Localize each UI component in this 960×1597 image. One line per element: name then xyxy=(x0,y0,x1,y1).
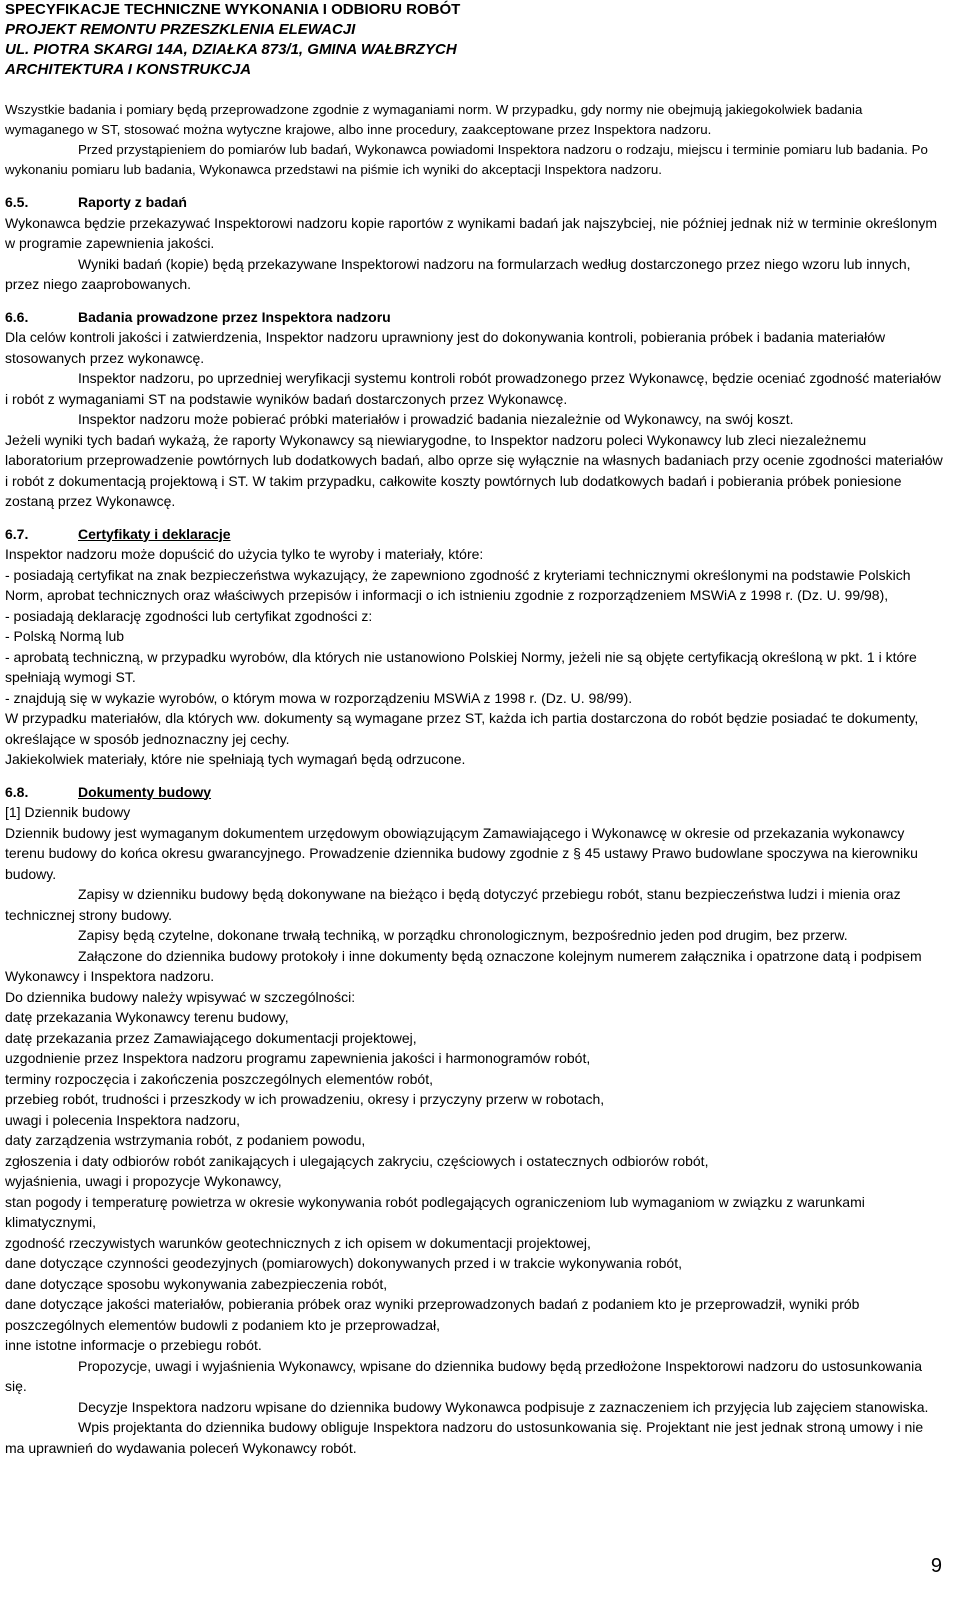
list-line: - aprobatą techniczną, w przypadku wyrobów, dla których nie ustanowiono Polskiej Normy, jeżeli nie są objęte certyfikacją określoną w pkt. 1 i które spełniają wymogi ST. xyxy=(5,648,917,685)
paragraph: Załączone do dziennika budowy protokoły i inne dokumenty będą oznaczone kolejnym numerem załącznika i opatrzone datą i podpisem Wykonawcy i Inspektora nadzoru. xyxy=(5,947,922,984)
list-item: zgłoszenia i daty odbiorów robót zanikających i ulegających zakryciu, częściowych i ostatecznych odbiorów robót, xyxy=(5,1152,709,1169)
list-item: dane dotyczące sposobu wykonywania zabezpieczenia robót, xyxy=(5,1275,388,1292)
section-title: Badania prowadzone przez Inspektora nadzoru xyxy=(78,308,391,325)
header-address: UL. PIOTRA SKARGI 14A, DZIAŁKA 873/1, GMINA WAŁBRZYCH xyxy=(5,41,457,58)
list-intro: Do dziennika budowy należy wpisywać w szczególności: xyxy=(5,988,356,1005)
list-line: - posiadają deklarację zgodności lub certyfikat zgodności z: xyxy=(5,607,373,624)
list-item: zgodność rzeczywistych warunków geotechnicznych z ich opisem w dokumentacji projektowej, xyxy=(5,1234,591,1251)
list-line: - Polską Normą lub xyxy=(5,628,125,644)
list-item: dane dotyczące czynności geodezyjnych (pomiarowych) dokonywanych przed i w trakcie wykonywania robót, xyxy=(5,1255,682,1271)
paragraph: Dla celów kontroli jakości i zatwierdzenia, Inspektor nadzoru uprawniony jest do dokonywania kontroli, pobierania próbek i badania materiałów stosowanych przez wykonawcę. xyxy=(5,329,886,366)
section-title: Raporty z badań xyxy=(78,194,187,210)
list-item: datę przekazania przez Zamawiającego dokumentacji projektowej, xyxy=(5,1029,417,1046)
section-number: 6.8. xyxy=(5,783,29,800)
list-line: W przypadku materiałów, dla których ww. dokumenty są wymagane przez ST, każda ich partia dostarczona do robót będzie posiadać te dokumenty, określające w sposób jednoznaczny jej cechy. xyxy=(5,710,919,747)
page-number: 9 xyxy=(930,1555,942,1577)
paragraph: Zapisy w dzienniku budowy będą dokonywane na bieżąco i będą dotyczyć przebiegu robót, stanu bezpieczeństwa ludzi i mienia oraz technicznej strony budowy. xyxy=(5,886,901,923)
paragraph: Wpis projektanta do dziennika budowy obliguje Inspektora nadzoru do ustosunkowania się. Projektant nie jest jednak stroną umowy i nie ma uprawnień do wydawania poleceń Wykonawcy robót. xyxy=(5,1419,924,1456)
list-line: - posiadają certyfikat na znak bezpieczeństwa wykazujący, że zapewniono zgodność z kryteriami technicznymi określonymi na podstawie Polskich Norm, aprobat technicznych oraz właściwych przepisów i informacji o ich istnieniu zgodnie z rozporządzeniem MSWiA z 1998 r. (Dz. U. 99/98), xyxy=(5,566,911,603)
paragraph: Decyzje Inspektora nadzoru wpisane do dziennika budowy Wykonawca podpisuje z zaznaczeniem ich przyjęcia lub zajęciem stanowiska. xyxy=(78,1398,929,1415)
paragraph: Inspektor nadzoru może pobierać próbki materiałów i prowadzić badania niezależnie od Wykonawcy, na swój koszt. xyxy=(78,411,794,427)
intro-paragraph-2 xyxy=(5,140,945,180)
section-heading-6-6 xyxy=(5,307,945,328)
intro-paragraph: Wszystkie badania i pomiary będą przeprowadzone zgodnie z wymaganiami norm. W przypadku, gdy normy nie obejmują jakiegokolwiek badania wymaganego w ST, stosować można wytyczne krajowe, albo inne procedury, zaakceptowane przez Inspektora nadzoru. xyxy=(5,102,863,137)
document-body xyxy=(5,100,945,1458)
intro-notice: Przed przystąpieniem do pomiarów lub badań, Wykonawca powiadomi Inspektora nadzoru o rodzaju, miejscu i terminie pomiaru lub badania. xyxy=(78,142,908,157)
section-heading-6-7 xyxy=(5,524,945,545)
list-item: dane dotyczące jakości materiałów, pobierania próbek oraz wyniki przeprowadzonych badań z podaniem kto je przeprowadził, wyniki prób poszczególnych elementów budowli z podaniem kto je przeprowadzał, xyxy=(5,1296,860,1333)
subsection-title: [1] Dziennik budowy xyxy=(5,804,131,820)
section-heading-6-8 xyxy=(5,782,945,803)
list-item: wyjaśnienia, uwagi i propozycje Wykonawcy, xyxy=(5,1173,282,1189)
list-item: terminy rozpoczęcia i zakończenia poszczególnych elementów robót, xyxy=(5,1070,433,1087)
paragraph: Dziennik budowy jest wymaganym dokumentem urzędowym obowiązującym Zamawiającego i Wykonawcę w okresie od przekazania wykonawcy terenu budowy do końca okresu gwarancyjnego. Prowadzenie dziennika budowy zgodnie z § 45 ustawy Prawo budowlane spoczywa na kierowniku budowy. xyxy=(5,824,918,882)
section-number: 6.7. xyxy=(5,525,29,542)
list-item: uwagi i polecenia Inspektora nadzoru, xyxy=(5,1111,241,1128)
paragraph: Inspektor nadzoru, po uprzedniej weryfikacji systemu kontroli robót prowadzonego przez Wykonawcę, będzie oceniać zgodność materiałów i robót z wymaganiami ST na podstawie wyników badań dostarczonych przez Wykonawcę. xyxy=(5,370,941,407)
paragraph: Zapisy będą czytelne, dokonane trwałą techniką, w porządku chronologicznym, bezpośrednio jeden pod drugim, bez przerw. xyxy=(78,927,848,943)
section-number: 6.6. xyxy=(5,308,29,325)
section-heading-6-5 xyxy=(5,192,945,213)
paragraph: Propozycje, uwagi i wyjaśnienia Wykonawcy, wpisane do dziennika budowy będą przedłożone Inspektorowi nadzoru do ustosunkowania się. xyxy=(5,1357,922,1394)
document-header xyxy=(5,0,950,80)
list-item: datę przekazania Wykonawcy terenu budowy, xyxy=(5,1009,289,1025)
intro-results: Po wykonaniu pomiaru lub badania, Wykonawca przedstawi na piśmie ich wyniki do akceptacji Inspektora nadzoru. xyxy=(5,142,928,177)
list-item: inne istotne informacje o przebiegu robót. xyxy=(5,1337,262,1353)
paragraph: Jeżeli wyniki tych badań wykażą, że raporty Wykonawcy są niewiarygodne, to Inspektor nadzoru poleci Wykonawcy lub zleci niezależnemu laboratorium przeprowadzenie powtórnych lub dodatkowych badań, albo oprze się wyłącznie na własnych badaniach przy ocenie zgodności materiałów i robót z dokumentacją projektową i ST. W takim przypadku, całkowite koszty powtórnych lub dodatkowych badań i pobierania próbek poniesione zostaną przez Wykonawcę. xyxy=(5,431,943,509)
list-item: przebieg robót, trudności i przeszkody w ich prowadzeniu, okresy i przyczyny przerw w robotach, xyxy=(5,1091,605,1107)
list-item: daty zarządzenia wstrzymania robót, z podaniem powodu, xyxy=(5,1132,366,1148)
list-line: Jakiekolwiek materiały, które nie spełniają tych wymagań będą odrzucone. xyxy=(5,751,466,767)
paragraph: Wyniki badań (kopie) będą przekazywane Inspektorowi nadzoru na formularzach według dostarczonego przez niego wzoru lub innych, przez niego zaaprobowanych. xyxy=(5,255,911,292)
list-line: - znajdują się w wykazie wyrobów, o którym mowa w rozporządzeniu MSWiA z 1998 r. (Dz. U. 98/99). xyxy=(5,689,633,706)
header-title: SPECYFIKACJE TECHNICZNE WYKONANIA I ODBIORU ROBÓT xyxy=(5,1,461,18)
list-item: stan pogody i temperaturę powietrza w okresie wykonywania robót podlegających ograniczeniom lub wymaganiom w związku z warunkami klimatycznymi, xyxy=(5,1193,865,1230)
list-line: Inspektor nadzoru może dopuścić do użycia tylko te wyroby i materiały, które: xyxy=(5,546,484,562)
header-discipline: ARCHITEKTURA I KONSTRUKCJA xyxy=(5,61,252,78)
list-item: uzgodnienie przez Inspektora nadzoru programu zapewnienia jakości i harmonogramów robót, xyxy=(5,1050,591,1066)
section-title: Dokumenty budowy xyxy=(78,783,212,800)
header-project: PROJEKT REMONTU PRZESZKLENIA ELEWACJI xyxy=(5,21,356,38)
section-number: 6.5. xyxy=(5,194,29,210)
paragraph: Wykonawca będzie przekazywać Inspektorowi nadzoru kopie raportów z wynikami badań jak najszybciej, nie później jednak niż w terminie określonym w programie zapewnienia jakości. xyxy=(5,214,938,251)
section-title: Certyfikaty i deklaracje xyxy=(78,525,231,542)
